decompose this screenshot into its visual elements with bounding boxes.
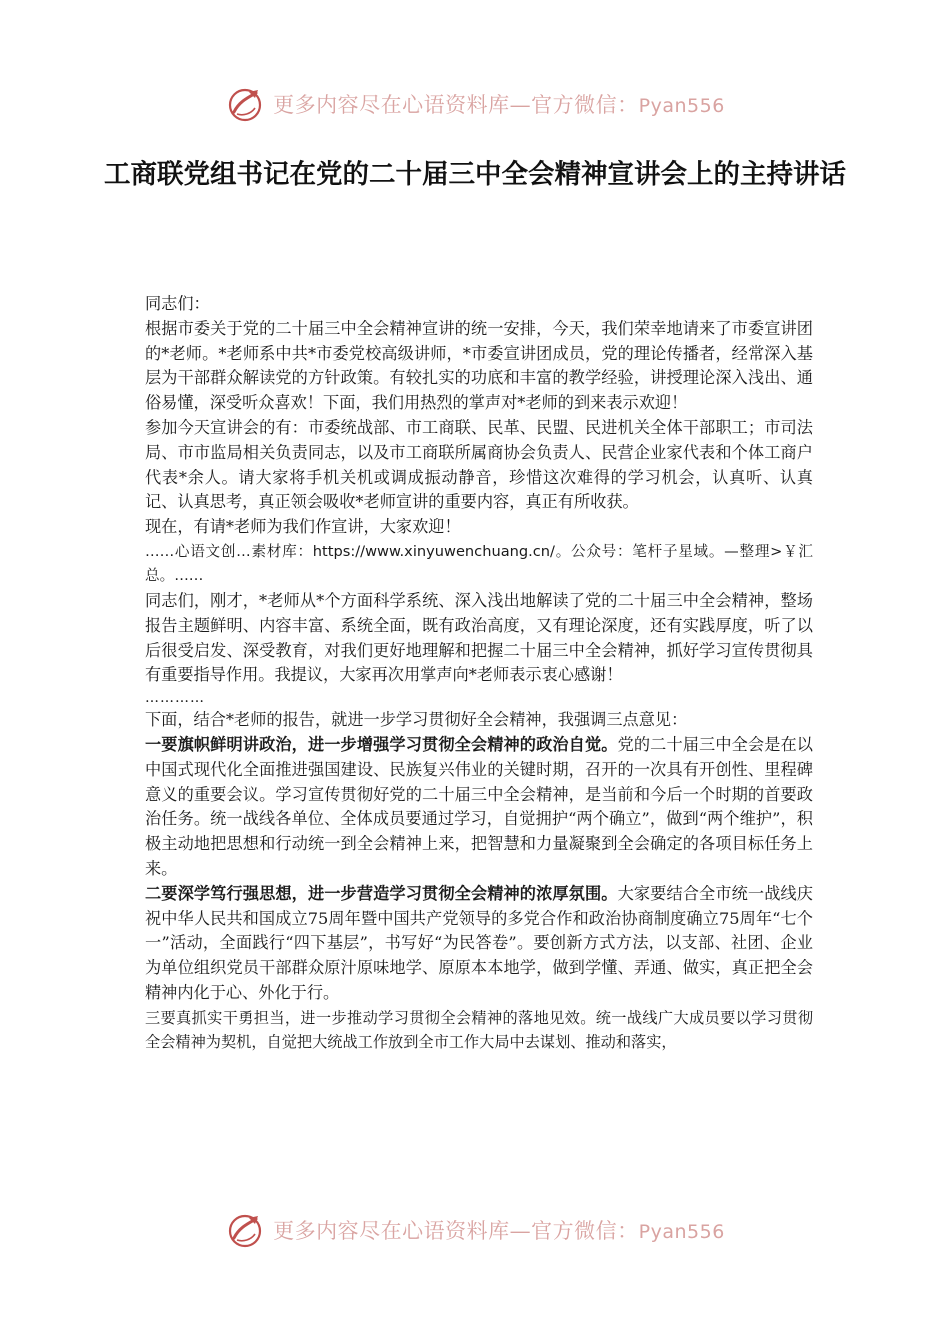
watermark-header bbox=[0, 80, 950, 128]
ellipsis-separator: ………… bbox=[145, 690, 205, 707]
source-note: ……心语文创…素材库：https://www.xinyuwenchuang.cn/。公众号：笔杆子星域。—整理>￥汇总。…… bbox=[145, 542, 813, 585]
greeting: 同志们： bbox=[145, 294, 210, 313]
point-three: 三要真抓实干勇担当，进一步推动学习贯彻全会精神的落地见效。统一战线广大成员要以学习贯彻全会精神为契机，自觉把大统战工作放到全市工作大局中去谋划、推动和落实， bbox=[145, 1008, 813, 1052]
point-two bbox=[145, 882, 813, 1006]
point-one-heading: 一要旗帜鲜明讲政治，进一步增强学习贯彻全会精神的政治自觉。 bbox=[145, 734, 618, 754]
watermark-slogan: 更多内容尽在心语资料库—官方微信： bbox=[273, 1219, 639, 1243]
watermark-slogan: 更多内容尽在心语资料库—官方微信： bbox=[273, 93, 639, 117]
paragraph-intro: 根据市委关于党的二十届三中全会精神宣讲的统一安排，今天，我们荣幸地请来了市委宣讲团的*老师。*老师系中共*市委党校高级讲师，*市委宣讲团成员，党的理论传播者，经常深入基层为干部群众解读党的方针政策。有较扎实的功底和丰富的教学经验，讲授理论深入浅出、通俗易懂，深受听众喜欢！下面，我们用热烈的掌声对*老师的到来表示欢迎！ bbox=[145, 318, 813, 413]
point-one-body: 党的二十届三中全会是在以中国式现代化全面推进强国建设、民族复兴伟业的关键时期，召开的一次具有开创性、里程碑意义的重要会议。学习宣传贯彻好党的二十届三中全会精神，是当前和今后一个时期的首要政治任务。统一战线各单位、全体成员要通过学习，自觉拥护“两个确立”，做到“两个维护”，积极主动地把思想和行动统一到全会精神上来，把智慧和力量凝聚到全会确定的各项目标任务上来。 bbox=[145, 734, 813, 878]
watermark-footer bbox=[0, 1206, 950, 1254]
watermark-text bbox=[273, 1215, 725, 1245]
paragraph-invite: 现在，有请*老师为我们作宣讲，大家欢迎！ bbox=[145, 517, 461, 537]
watermark-text bbox=[273, 89, 725, 119]
pen-swirl-logo-icon bbox=[225, 84, 265, 124]
paragraph-thanks: 同志们，刚才，*老师从*个方面科学系统、深入浅出地解读了党的二十届三中全会精神，整场报告主题鲜明、内容丰富、系统全面，既有政治高度，又有理论深度，还有实践厚度，听了以后很受启发、深受教育，对我们更好地理解和把握二十届三中全会精神，抓好学习宣传贯彻具有重要指导作用。我提议，大家再次用掌声向*老师表示衷心感谢！ bbox=[145, 590, 813, 685]
paragraph-attendees: 参加今天宣讲会的有：市委统战部、市工商联、民革、民盟、民进机关全体干部职工；市司法局、市市监局相关负责同志，以及市工商联所属商协会负责人、民营企业家代表和个体工商户代表*余人。请大家将手机关机或调成振动静音，珍惜这次难得的学习机会，认真听、认真记、认真思考，真正领会吸收*老师宣讲的重要内容，真正有所收获。 bbox=[145, 417, 813, 512]
watermark-wechat-id: Pyan556 bbox=[638, 95, 725, 117]
point-two-heading: 二要深学笃行强思想，进一步营造学习贯彻全会精神的浓厚氛围。 bbox=[145, 883, 618, 903]
document-title: 工商联党组书记在党的二十届三中全会精神宣讲会上的主持讲话 bbox=[104, 159, 846, 190]
document-body bbox=[145, 292, 813, 1055]
watermark-wechat-id: Pyan556 bbox=[638, 1221, 725, 1243]
pen-swirl-logo-icon bbox=[225, 1210, 265, 1250]
point-one bbox=[145, 733, 813, 882]
paragraph-points-intro: 下面，结合*老师的报告，就进一步学习贯彻好全会精神，我强调三点意见： bbox=[145, 710, 688, 730]
point-two-body: 大家要结合全市统一战线庆祝中华人民共和国成立75周年暨中国共产党领导的多党合作和政治协商制度确立75周年“七个一”活动，全面践行“四下基层”，书写好“为民答卷”。要创新方式方法，以支部、社团、企业为单位组织党员干部群众原汁原味地学、原原本本地学，做到学懂、弄通、做实，真正把全会精神内化于心、外化于行。 bbox=[145, 883, 813, 1002]
